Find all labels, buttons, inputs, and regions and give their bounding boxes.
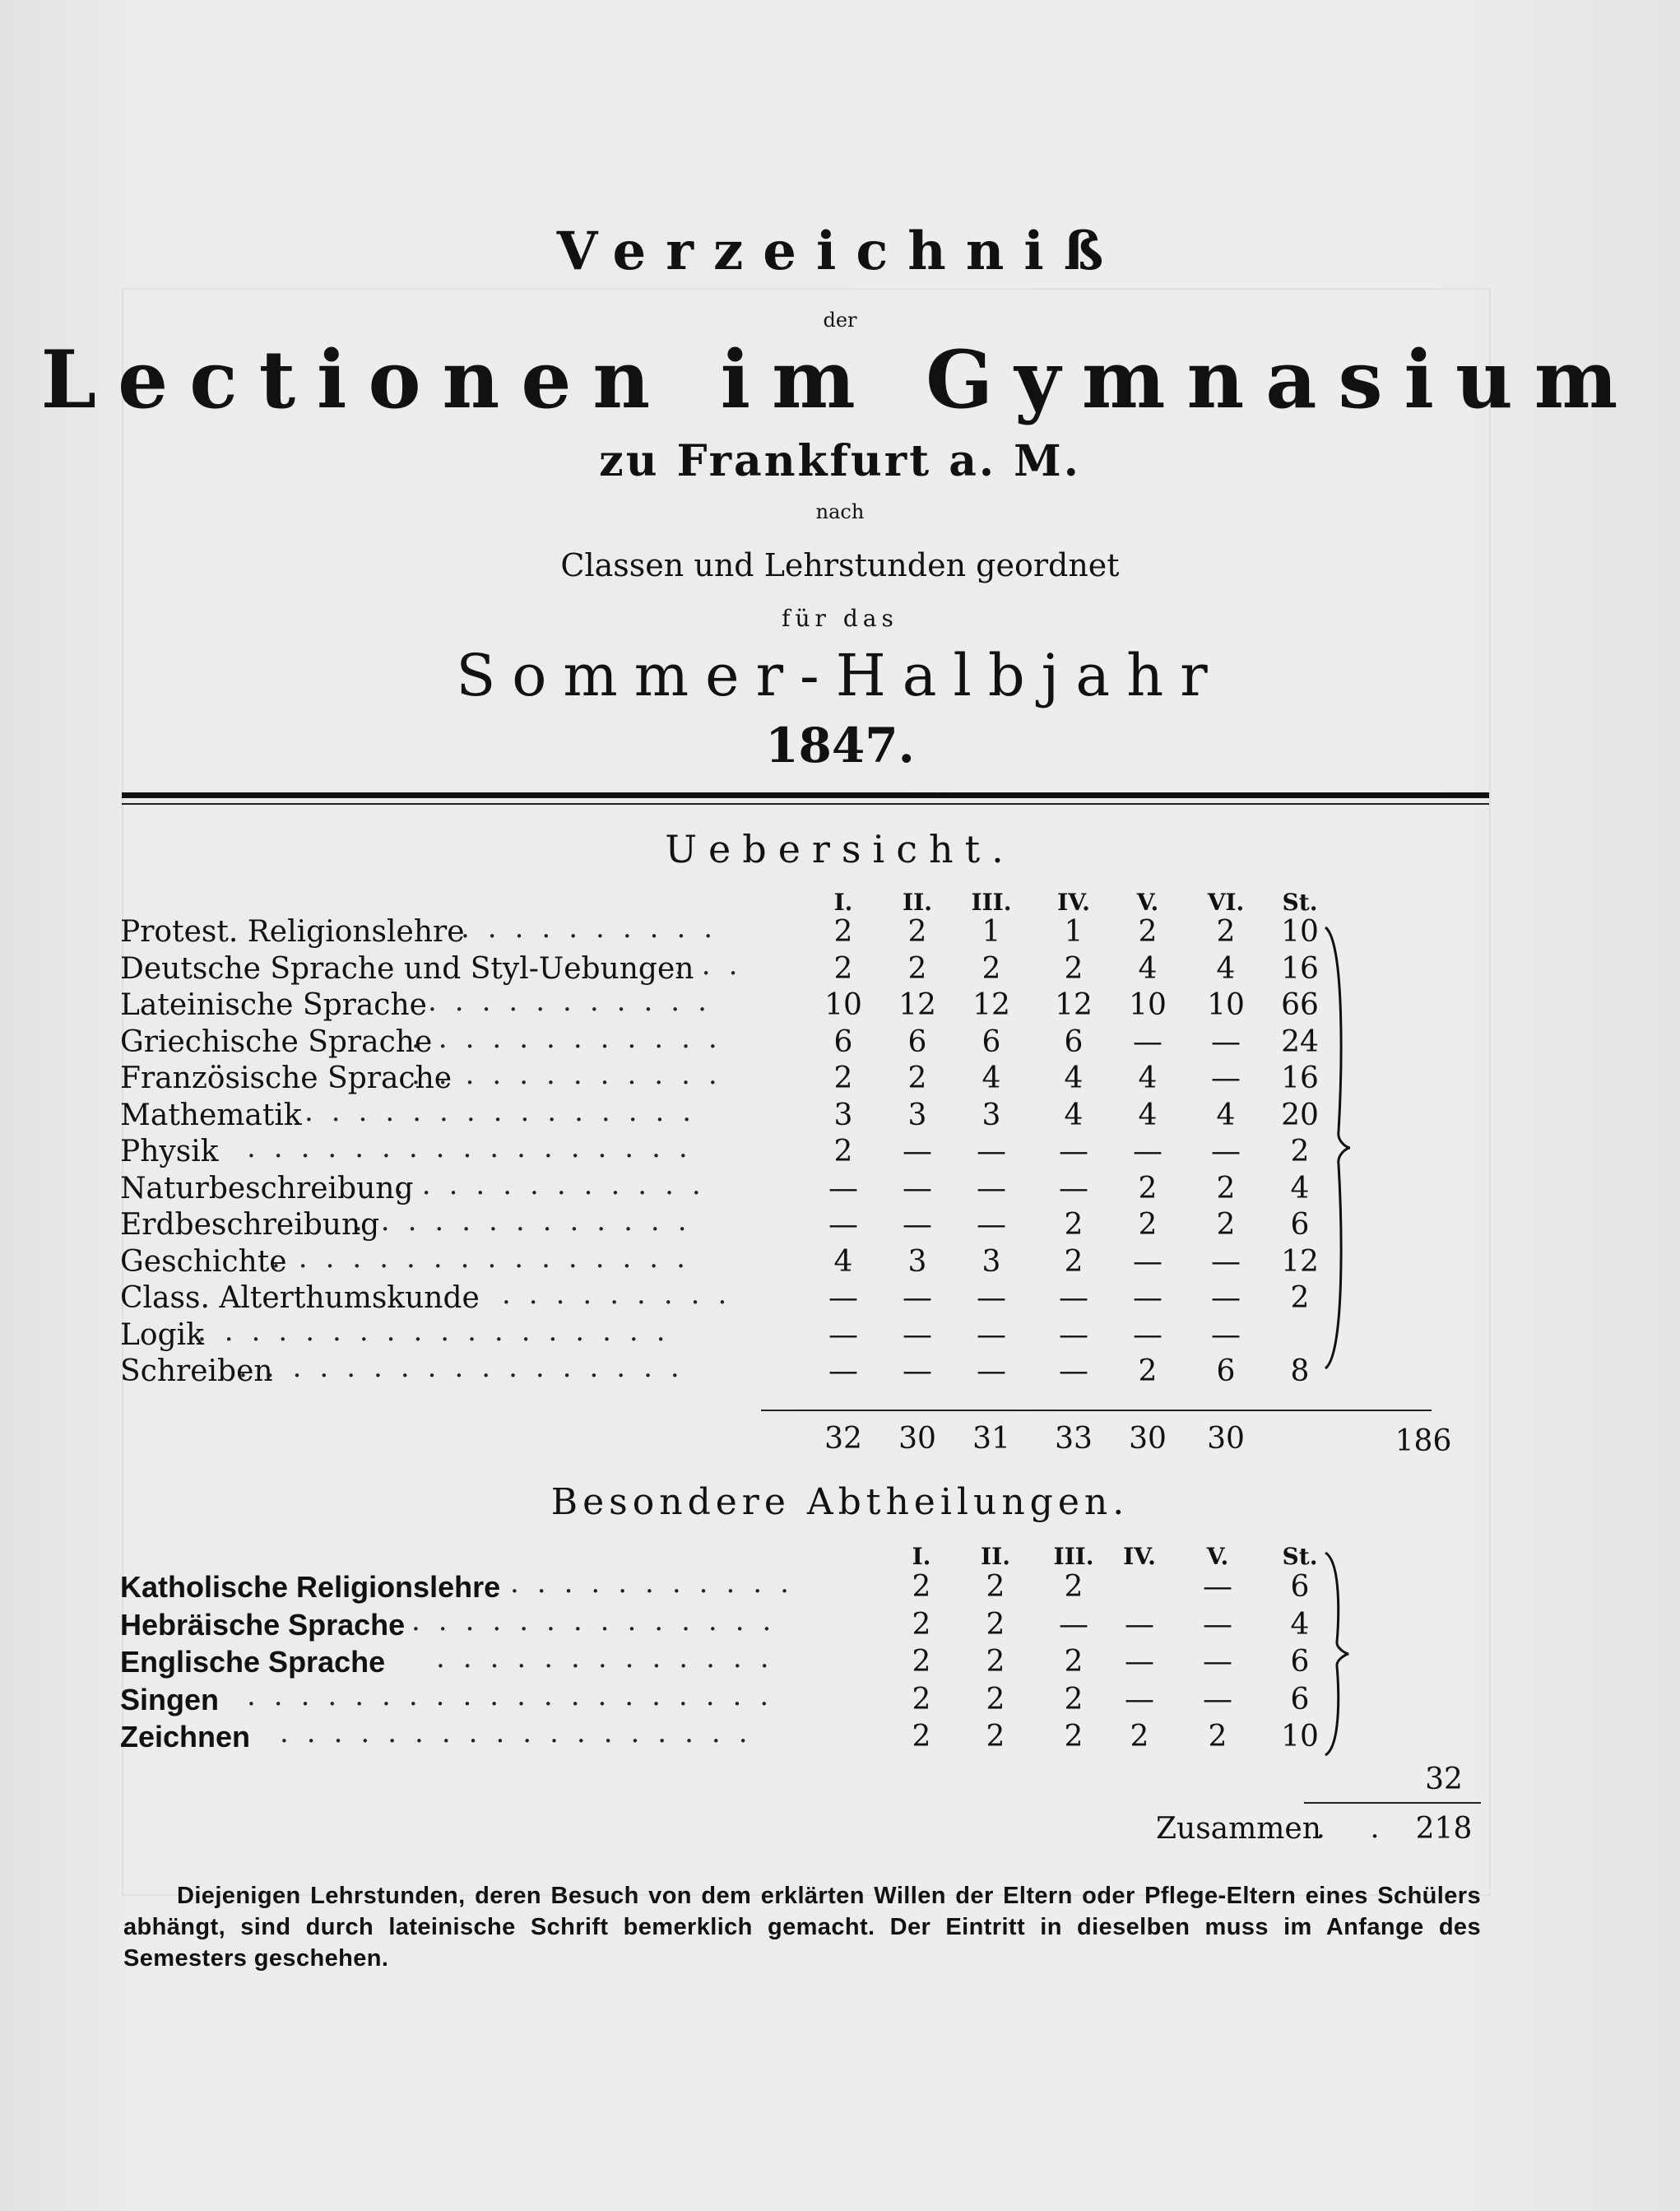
heading-place: zu Frankfurt a. M. (599, 436, 1081, 486)
overview-cell: — (1133, 1244, 1163, 1279)
overview-cell: — (903, 1208, 932, 1242)
overview-row-subject: Griechische Sprache (120, 1024, 433, 1059)
overview-row-subject: Lateinische Sprache (120, 988, 427, 1022)
overview-cell: 2 (1290, 1281, 1310, 1315)
overview-cell: 4 (982, 1061, 1001, 1095)
special-col-header: IV. (1123, 1543, 1156, 1570)
overview-cell: — (828, 1281, 858, 1315)
special-cell: 2 (1064, 1645, 1084, 1679)
special-cell: 2 (1130, 1720, 1149, 1753)
overview-cell: 6 (982, 1024, 1001, 1059)
special-cell: 4 (1290, 1607, 1310, 1642)
special-cell: 6 (1290, 1570, 1310, 1604)
overview-row-subject: Schreiben (120, 1354, 273, 1388)
overview-cell: 2 (1290, 1135, 1310, 1168)
overview-column-total: 30 (1129, 1422, 1167, 1456)
overview-cell: 2 (907, 915, 927, 949)
special-cell: 2 (1064, 1570, 1084, 1604)
special-cell: — (1203, 1570, 1232, 1604)
overview-cell: — (903, 1354, 932, 1388)
special-cell: 2 (986, 1607, 1005, 1642)
overview-cell: — (1211, 1281, 1241, 1315)
overview-col-header: V. (1136, 889, 1159, 916)
leader-dots: .................. (280, 1716, 766, 1749)
overview-cell: 10 (1129, 988, 1167, 1022)
total-dots: . . (1316, 1812, 1398, 1845)
overview-cell: 3 (982, 1098, 1001, 1132)
leader-dots: ............ (411, 1021, 736, 1055)
special-col-header: I. (912, 1543, 931, 1570)
overview-cell: 24 (1281, 1024, 1319, 1059)
overview-cell: 2 (1138, 1208, 1158, 1242)
heading-fuer: für das (782, 605, 898, 632)
overview-cell: 3 (982, 1244, 1001, 1279)
overview-row-subject: Deutsche Sprache und Styl-Uebungen (120, 951, 694, 986)
overview-cell: 2 (833, 915, 853, 949)
overview-column-total: 33 (1055, 1422, 1093, 1456)
overview-cell: 3 (907, 1098, 927, 1132)
overview-cell: — (903, 1317, 932, 1352)
heading-der: der (823, 309, 857, 332)
special-cell: 2 (986, 1682, 1005, 1716)
overview-cell: 4 (1138, 951, 1158, 986)
special-brace (1320, 1551, 1353, 1757)
overview-cell: 2 (833, 1135, 853, 1168)
overview-cell: — (977, 1171, 1006, 1205)
overview-cell: — (977, 1317, 1006, 1352)
special-col-header: St. (1282, 1543, 1318, 1570)
special-cell: 2 (1064, 1720, 1084, 1753)
overview-cell: 6 (1216, 1354, 1236, 1388)
overview-row-subject: Protest. Religionslehre (120, 915, 465, 949)
overview-cell: 1 (982, 915, 1001, 949)
special-cell: 2 (986, 1570, 1005, 1604)
overview-cell: — (1059, 1135, 1088, 1168)
overview-cell: 2 (833, 1061, 853, 1095)
heading-lectionen: Lectionen im Gymnasium (40, 333, 1640, 426)
overview-cell: 2 (833, 951, 853, 986)
leader-dots: ........... (510, 1567, 807, 1600)
special-cell: — (1059, 1607, 1088, 1642)
overview-cell: 12 (1055, 988, 1093, 1022)
leader-dots: .......... (461, 912, 731, 945)
leader-dots: ......... (502, 1278, 745, 1311)
special-cell: 6 (1290, 1682, 1310, 1716)
overview-column-total: 30 (898, 1422, 936, 1456)
overview-cell: 2 (1064, 951, 1084, 986)
overview-cell: — (1059, 1317, 1088, 1352)
overview-column-total: 32 (824, 1422, 862, 1456)
overview-cell: 2 (907, 1061, 927, 1095)
overview-col-header: IV. (1057, 889, 1090, 916)
overview-cell: — (977, 1281, 1006, 1315)
leader-dots: ............ (411, 1058, 736, 1091)
special-cell: 10 (1281, 1720, 1319, 1753)
special-row-subject: Katholische Religionslehre (120, 1570, 501, 1604)
divider-thin (122, 803, 1489, 805)
special-cell: — (1125, 1682, 1154, 1716)
special-col-header: III. (1053, 1543, 1094, 1570)
special-cell: 2 (1208, 1720, 1228, 1753)
overview-cell: 2 (907, 951, 927, 986)
leader-dots: ................. (247, 1131, 706, 1164)
overview-cell: — (1133, 1281, 1163, 1315)
special-cell: 2 (912, 1607, 931, 1642)
overview-row-subject: Class. Alterthumskunde (120, 1281, 480, 1315)
overview-row-subject: Erdbeschreibung (120, 1208, 380, 1242)
leader-dots: ... (675, 948, 756, 982)
special-cell: — (1203, 1682, 1232, 1716)
heading-classen: Classen und Lehrstunden geordnet (560, 547, 1120, 583)
overview-row-subject: Mathematik (120, 1098, 302, 1132)
leader-dots: .............. (411, 1604, 790, 1637)
overview-sum-rule (761, 1410, 1432, 1411)
special-cell: 2 (912, 1570, 931, 1604)
overview-col-header: St. (1282, 889, 1318, 916)
overview-cell: 2 (1064, 1208, 1084, 1242)
overview-cell: — (1059, 1171, 1088, 1205)
overview-cell: 2 (1138, 1171, 1158, 1205)
special-row-subject: Singen (120, 1682, 220, 1716)
overview-cell: — (977, 1135, 1006, 1168)
overview-cell: 4 (1138, 1098, 1158, 1132)
overview-cell: — (1133, 1024, 1163, 1059)
special-cell: 2 (986, 1645, 1005, 1679)
overview-cell: 2 (1216, 1208, 1236, 1242)
overview-cell: — (1211, 1135, 1241, 1168)
overview-cell: — (1133, 1317, 1163, 1352)
overview-col-header: II. (903, 889, 932, 916)
overview-cell: 16 (1281, 951, 1319, 986)
overview-cell: 2 (1216, 915, 1236, 949)
overview-cell: 66 (1281, 988, 1319, 1022)
footnote: Diejenigen Lehrstunden, deren Besuch von dem erklärten Willen der Eltern oder Pflege-Eltern eines Schülers abhängt, sind durch lateinische Schrift bemerklich gemacht. Der Eintritt in dieselben muss im Anfange des Semesters geschehen. (123, 1883, 1481, 1972)
overview-cell: 12 (972, 988, 1010, 1022)
leader-dots: .................. (197, 1314, 684, 1348)
overview-cell: 12 (898, 988, 936, 1022)
overview-cell: 3 (907, 1244, 927, 1279)
overview-row-subject: Französische Sprache (120, 1061, 452, 1095)
special-col-header: V. (1206, 1543, 1229, 1570)
special-row-subject: Englische Sprache (120, 1645, 386, 1679)
special-cell: 2 (912, 1645, 931, 1679)
special-cell: 2 (986, 1720, 1005, 1753)
heading-semester: Sommer-Halbjahr (456, 642, 1224, 709)
overview-cell: 2 (1064, 1244, 1084, 1279)
overview-cell: — (828, 1354, 858, 1388)
overview-cell: 3 (833, 1098, 853, 1132)
divider-thick (122, 792, 1489, 798)
leader-dots: ............... (304, 1094, 710, 1128)
leader-dots: ............. (354, 1205, 705, 1238)
overview-col-header: I. (833, 889, 853, 916)
leader-dots: ................ (271, 1241, 703, 1275)
overview-cell: 6 (1064, 1024, 1084, 1059)
special-col-header: II. (981, 1543, 1010, 1570)
overview-cell: — (1211, 1244, 1241, 1279)
overview-cell: — (903, 1135, 932, 1168)
overview-cell: 12 (1281, 1244, 1319, 1279)
overview-cell: 10 (1281, 915, 1319, 949)
overview-cell: 8 (1290, 1354, 1310, 1388)
total-value: 218 (1415, 1812, 1473, 1846)
overview-column-total: 31 (972, 1422, 1010, 1456)
overview-cell: — (828, 1208, 858, 1242)
overview-cell: — (903, 1281, 932, 1315)
special-cell: — (1203, 1607, 1232, 1642)
overview-cell: 1 (1064, 915, 1084, 949)
special-title: Besondere Abtheilungen. (550, 1481, 1130, 1523)
overview-title: Uebersicht. (665, 827, 1015, 871)
overview-row-subject: Naturbeschreibung (120, 1171, 414, 1205)
overview-cell: — (1059, 1354, 1088, 1388)
leader-dots: ............. (436, 1642, 787, 1675)
overview-cell: 2 (1138, 915, 1158, 949)
special-cell: — (1203, 1645, 1232, 1679)
overview-cell: 16 (1281, 1061, 1319, 1095)
special-cell: 2 (912, 1682, 931, 1716)
special-cell: — (1125, 1607, 1154, 1642)
overview-brace (1320, 926, 1353, 1370)
overview-cell: 20 (1281, 1098, 1319, 1132)
overview-cell: — (1211, 1024, 1241, 1059)
leader-dots: ........... (428, 985, 725, 1018)
overview-col-header: VI. (1207, 889, 1245, 916)
heading-year: 1847. (765, 718, 915, 773)
special-sum-rule (1304, 1802, 1481, 1804)
overview-row-subject: Physik (120, 1135, 219, 1168)
special-row-subject: Zeichnen (120, 1720, 251, 1753)
overview-cell: — (1059, 1281, 1088, 1315)
special-cell: 2 (1064, 1682, 1084, 1716)
overview-cell: 2 (982, 951, 1001, 986)
overview-col-header: III. (971, 889, 1012, 916)
overview-row-subject: Logik (120, 1317, 204, 1352)
overview-cell: 4 (833, 1244, 853, 1279)
overview-cell: 4 (1216, 951, 1236, 986)
heading-nach: nach (815, 500, 865, 523)
document-title: Verzeichniß (556, 221, 1124, 282)
overview-cell: 2 (1216, 1171, 1236, 1205)
overview-cell: 4 (1064, 1061, 1084, 1095)
special-row-subject: Hebräische Sprache (120, 1607, 406, 1642)
overview-cell: 6 (907, 1024, 927, 1059)
leader-dots: .................... (247, 1679, 787, 1712)
overview-cell: — (1211, 1317, 1241, 1352)
leader-dots: ............ (395, 1168, 719, 1201)
overview-cell: 2 (1138, 1354, 1158, 1388)
special-cell: 2 (912, 1720, 931, 1753)
overview-cell: — (828, 1171, 858, 1205)
overview-cell: 4 (1138, 1061, 1158, 1095)
overview-cell: 10 (1207, 988, 1245, 1022)
overview-cell: 6 (1290, 1208, 1310, 1242)
overview-column-total: 30 (1207, 1422, 1245, 1456)
overview-cell: 4 (1216, 1098, 1236, 1132)
overview-cell: 10 (824, 988, 862, 1022)
overview-cell: — (1211, 1061, 1241, 1095)
overview-cell: 6 (833, 1024, 853, 1059)
special-cell: — (1125, 1645, 1154, 1679)
special-subtotal: 32 (1425, 1763, 1463, 1796)
total-label: Zusammen (1156, 1812, 1321, 1846)
overview-cell: 4 (1290, 1171, 1310, 1205)
leader-dots: ................. (239, 1351, 698, 1384)
overview-cell: 4 (1064, 1098, 1084, 1132)
overview-grand-total: 186 (1395, 1424, 1452, 1458)
overview-cell: — (977, 1354, 1006, 1388)
overview-row-subject: Geschichte (120, 1244, 287, 1279)
overview-cell: — (903, 1171, 932, 1205)
special-cell: 6 (1290, 1645, 1310, 1679)
overview-cell: — (828, 1317, 858, 1352)
overview-cell: — (977, 1208, 1006, 1242)
overview-cell: — (1133, 1135, 1163, 1168)
